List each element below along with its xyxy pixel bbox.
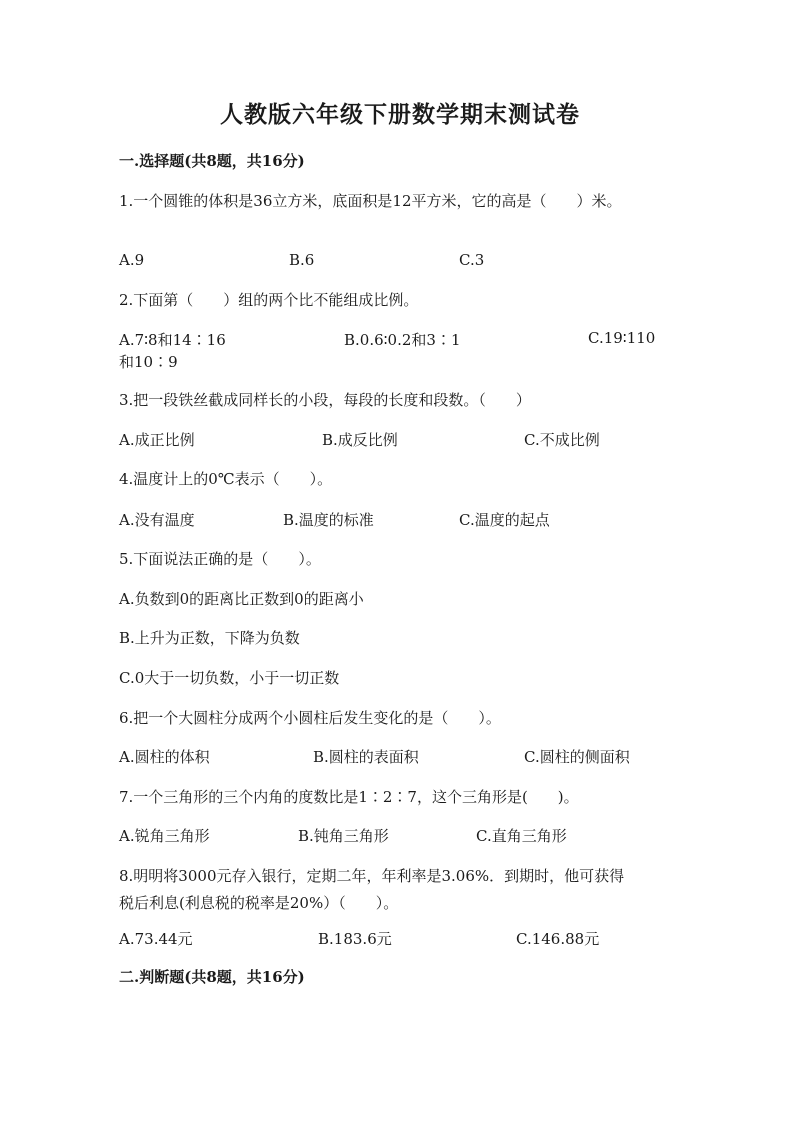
question-3-option-c: C.不成比例 (524, 431, 600, 449)
question-2-option-a: A.7∶8和14∶16 (119, 331, 226, 349)
question-1-option-a: A.9 (119, 251, 145, 269)
question-4-option-b: B.温度的标准 (283, 511, 374, 529)
question-4-option-a: A.没有温度 (119, 511, 195, 529)
question-5-option-b: B.上升为正数，下降为负数 (119, 629, 300, 647)
question-5-option-a: A.负数到0的距离比正数到0的距离小 (119, 590, 364, 608)
question-7-option-b: B.钝角三角形 (298, 827, 389, 845)
question-7-option-c: C.直角三角形 (476, 827, 567, 845)
question-7: 7.一个三角形的三个内角的度数比是1∶2∶7，这个三角形是( )。 (119, 788, 579, 806)
question-8-option-c: C.146.88元 (516, 930, 600, 948)
question-1-option-b: B.6 (289, 251, 315, 269)
question-3: 3.把一段铁丝截成同样长的小段，每段的长度和段数。（ ） (119, 391, 531, 409)
question-7-option-a: A.锐角三角形 (119, 827, 210, 845)
question-1-option-c: C.3 (459, 251, 485, 269)
question-6-option-c: C.圆柱的侧面积 (524, 748, 630, 766)
question-4: 4.温度计上的0℃表示（ ）。 (119, 470, 333, 488)
question-5: 5.下面说法正确的是（ ）。 (119, 550, 321, 568)
question-2: 2.下面第（ ）组的两个比不能组成比例。 (119, 291, 419, 309)
page-title: 人教版六年级下册数学期末测试卷 (220, 101, 580, 128)
question-8 (119, 865, 624, 913)
question-5-option-c: C.0大于一切负数，小于一切正数 (119, 669, 340, 687)
question-6-option-a: A.圆柱的体积 (119, 748, 210, 766)
section-heading-judgement: 二.判断题(共8题，共16分) (119, 968, 305, 986)
question-1: 1.一个圆锥的体积是36立方米，底面积是12平方米，它的高是（ ）米。 (119, 192, 622, 210)
question-8-option-b: B.183.6元 (318, 930, 392, 948)
question-2-option-b: B.0.6∶0.2和3∶1 (344, 331, 461, 349)
question-6: 6.把一个大圆柱分成两个小圆柱后发生变化的是（ ）。 (119, 709, 501, 727)
question-2-option-c-continued: 和10∶9 (119, 353, 178, 371)
question-3-option-a: A.成正比例 (119, 431, 195, 449)
question-6-option-b: B.圆柱的表面积 (313, 748, 419, 766)
section-heading-choice: 一.选择题(共8题，共16分) (119, 152, 305, 170)
question-3-option-b: B.成反比例 (322, 431, 398, 449)
question-8-option-a: A.73.44元 (119, 930, 193, 948)
question-4-option-c: C.温度的起点 (459, 511, 550, 529)
question-8-line-1: 8.明明将3000元存入银行，定期二年，年利率是3.06%．到期时，他可获得 (119, 867, 625, 885)
question-8-line-2: 税后利息(利息税的税率是20%）（ ）。 (119, 894, 399, 912)
question-2-option-c: C.19∶110 (588, 329, 656, 347)
